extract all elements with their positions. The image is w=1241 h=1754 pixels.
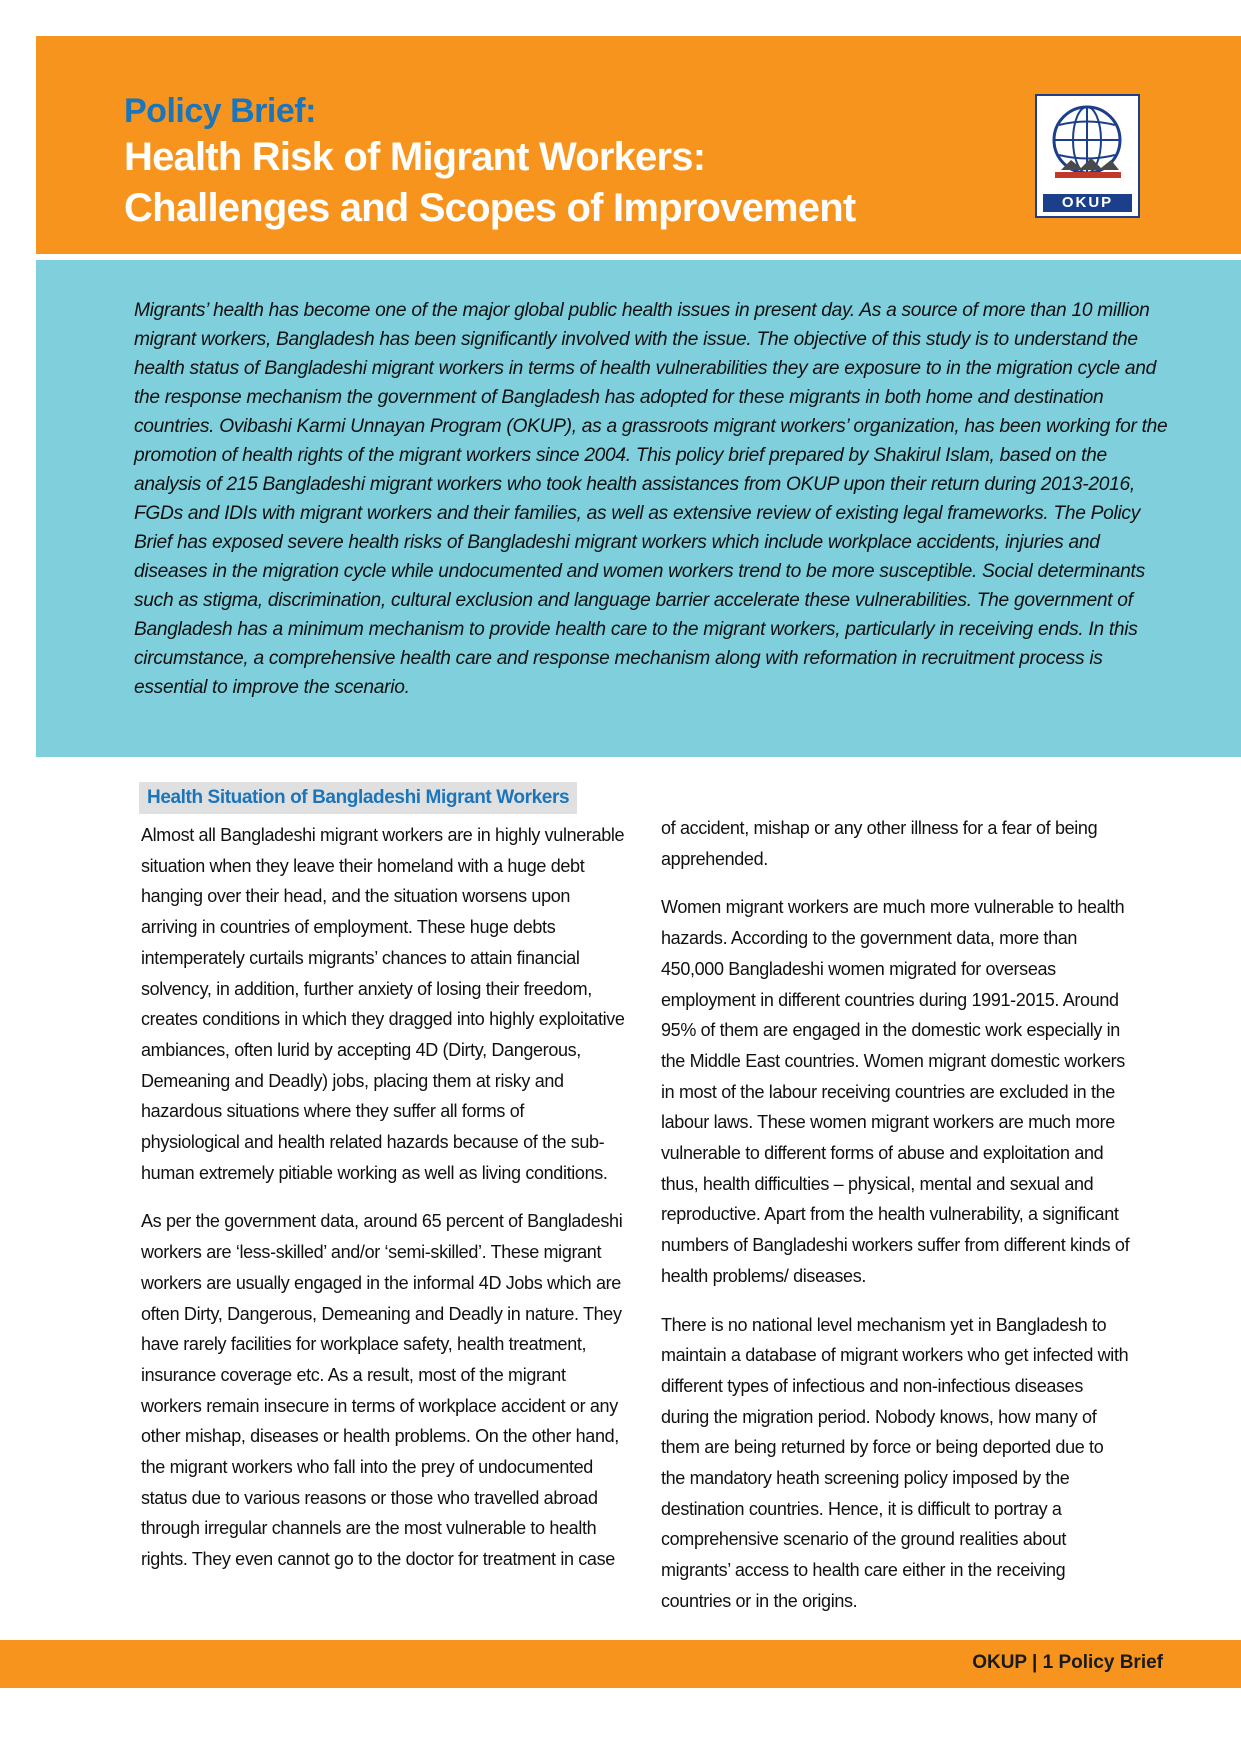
paragraph: Women migrant workers are much more vulnerable to health hazards. According to the government data, more than 450,000 Bangladeshi women migrated for overseas employment in different countries during 1991-2015. Around 95% of them are engaged in the domestic work especially in the Middle East countries. Women migrant domestic workers in most of the labour receiving countries are excluded in the labour laws. These women migrant workers are much more vulnerable to different forms of abuse and exploitation and thus, health difficulties – physical, mental and sexual and reproductive. Apart from the health vulnerability, a significant numbers of Bangladeshi workers suffer from different kinds of health problems/ diseases. xyxy=(661,897,1130,1286)
page-title-line-2: Challenges and Scopes of Improvement xyxy=(124,186,856,230)
abstract-text: Migrants’ health has become one of the major global public health issues in present day. As a source of more than 10 million migrant workers, Bangladesh has been significantly involved with the issue. The objective of this study is to understand the health status of Bangladeshi migrant workers in terms of health vulnerabilities they are exposure to in the migration cycle and the response mechanism the government of Bangladesh has adopted for these migrants in both home and destination countries. Ovibashi Karmi Unnayan Program (OKUP), as a grassroots migrant workers’ organization, has been working for the promotion of health rights of the migrant workers since 2004. This policy brief prepared by Shakirul Islam, based on the analysis of 215 Bangladeshi migrant workers who took health assistances from OKUP upon their return during 2013-2016, FGDs and IDIs with migrant workers and their families, as well as extensive review of existing legal frameworks. The Policy Brief has exposed severe health risks of Bangladeshi migrant workers which include workplace accidents, injuries and diseases in the migration cycle while undocumented and women workers trend to be more susceptible. Social determinants such as stigma, discrimination, cultural exclusion and language barrier accelerate these vulnerabilities. The government of Bangladesh has a minimum mechanism to provide health care to the migrant workers, particularly in receiving ends. In this circumstance, a comprehensive health care and response mechanism along with reformation in recruitment process is essential to improve the scenario. xyxy=(134,300,1168,698)
body-column-left xyxy=(141,820,626,1593)
page-title-line-1: Health Risk of Migrant Workers: xyxy=(124,135,706,179)
page-number-label: OKUP | 1 Policy Brief xyxy=(972,1652,1163,1673)
logo-wordmark: OKUP xyxy=(1043,194,1132,212)
okup-logo xyxy=(1035,94,1140,218)
paragraph: There is no national level mechanism yet in Bangladesh to maintain a database of migrant workers who get infected with different types of infectious and non-infectious diseases during the migration period. Nobody knows, how many of them are being returned by force or being deported due to the mandatory heath screening policy imposed by the destination countries. Hence, it is difficult to portray a comprehensive scenario of the ground realities about migrants’ access to health care either in the receiving countries or in the origins. xyxy=(661,1314,1129,1611)
abstract-panel xyxy=(36,260,1241,757)
footer-bar xyxy=(0,1640,1241,1688)
globe-icon xyxy=(1041,100,1134,186)
header-banner xyxy=(36,36,1241,254)
paragraph: of accident, mishap or any other illness for a fear of being apprehended. xyxy=(661,818,1098,869)
body-column-right xyxy=(661,813,1131,1635)
paragraph: As per the government data, around 65 percent of Bangladeshi workers are ‘less-skilled’ and/or ‘semi-skilled’. These migrant workers are usually engaged in the informal 4D Jobs which are often Dirty, Dangerous, Demeaning and Deadly in nature. They have rarely facilities for workplace safety, health treatment, insurance coverage etc. As a result, most of the migrant workers remain insecure in terms of workplace accident or any other mishap, diseases or health problems. On the other hand, the migrant workers who fall into the prey of undocumented status due to various reasons or those who travelled abroad through irregular channels are the most vulnerable to health rights. They even cannot go to the doctor for treatment in case xyxy=(141,1211,623,1570)
paragraph: Almost all Bangladeshi migrant workers are in highly vulnerable situation when they leave their homeland with a huge debt hanging over their head, and the situation worsens upon arriving in countries of employment. These huge debts intemperately curtails migrants’ chances to attain financial solvency, in addition, further anxiety of losing their freedom, creates conditions in which they dragged into highly exploitative ambiances, often lurid by accepting 4D (Dirty, Dangerous, Demeaning and Deadly) jobs, placing them at risky and hazardous situations where they suffer all forms of physiological and health related hazards because of the sub-human extremely pitiable working as well as living conditions. xyxy=(141,825,625,1183)
doc-type-label: Policy Brief: xyxy=(124,92,316,130)
section-heading: Health Situation of Bangladeshi Migrant Workers xyxy=(139,782,577,814)
